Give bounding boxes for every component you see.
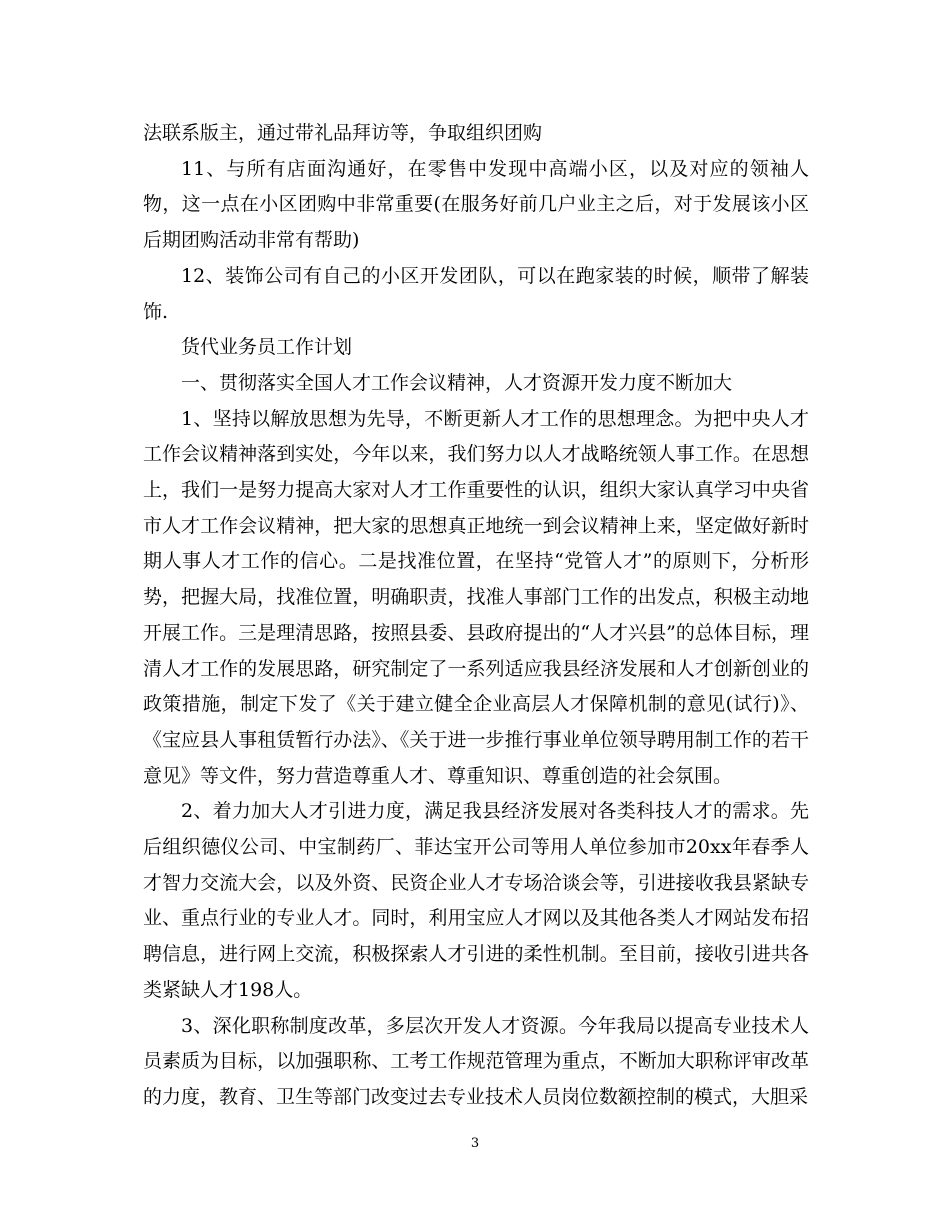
document-body [143,116,809,1116]
paragraph-point-2: 2、着力加大人才引进力度，满足我县经济发展对各类科技人才的需求。先后组织德仪公司、中宝制药厂、菲达宝开公司等用人单位参加市20xx年春季人才智力交流大会，以及外资、民资企业人才专场洽谈会等，引进接收我县紧缺专业、重点行业的专业人才。同时，利用宝应人才网以及其他各类人才网站发布招聘信息，进行网上交流，积极探索人才引进的柔性机制。至目前，接收引进共各类紧缺人才198人。 [143,800,809,1001]
paragraph-item-12: 12、装饰公司有自己的小区开发团队，可以在跑家装的时候，顺带了解装饰. [143,264,809,323]
paragraph-item-11: 11、与所有店面沟通好，在零售中发现中高端小区，以及对应的领袖人物，这一点在小区团购中非常重要(在服务好前几户业主之后，对于发展该小区后期团购活动非常有帮助) [143,157,809,252]
page-number: 3 [470,1136,480,1151]
section-heading-1: 一、贯彻落实全国人才工作会议精神，人才资源开发力度不断加大 [181,371,733,394]
paragraph-point-3: 3、深化职称制度改革，多层次开发人才资源。今年我局以提高专业技术人员素质为目标，以加强职称、工考工作规范管理为重点，不断加大职称评审改革的力度，教育、卫生等部门改变过去专业技术人员岗位数额控制的模式，大胆采 [143,1014,809,1108]
paragraph-continuation: 法联系版主，通过带礼品拜访等，争取组织团购 [143,122,543,144]
paragraph-point-1: 1、坚持以解放思想为先导，不断更新人才工作的思想理念。为把中央人才工作会议精神落到实处，今年以来，我们努力以人才战略统领人事工作。在思想上，我们一是努力提高大家对人才工作重要性的认识，组织大家认真学习中央省市人才工作会议精神，把大家的思想真正地统一到会议精神上来，坚定做好新时期人事人才工作的信心。二是找准位置，在坚持“党管人才”的原则下，分析形势，把握大局，找准位置，明确职责，找准人事部门工作的出发点，积极主动地开展工作。三是理清思路，按照县委、县政府提出的“人才兴县”的总体目标，理清人才工作的发展思路，研究制定了一系列适应我县经济发展和人才创新创业的政策措施，制定下发了《关于建立健全企业高层人才保障机制的意见(试行)》、《宝应县人事租赁暂行办法》、《关于进一步推行事业单位领导聘用制工作的若干意见》等文件，努力营造尊重人才、尊重知识、尊重创造的社会氛围。 [143,407,809,787]
section-title: 货代业务员工作计划 [181,336,353,359]
